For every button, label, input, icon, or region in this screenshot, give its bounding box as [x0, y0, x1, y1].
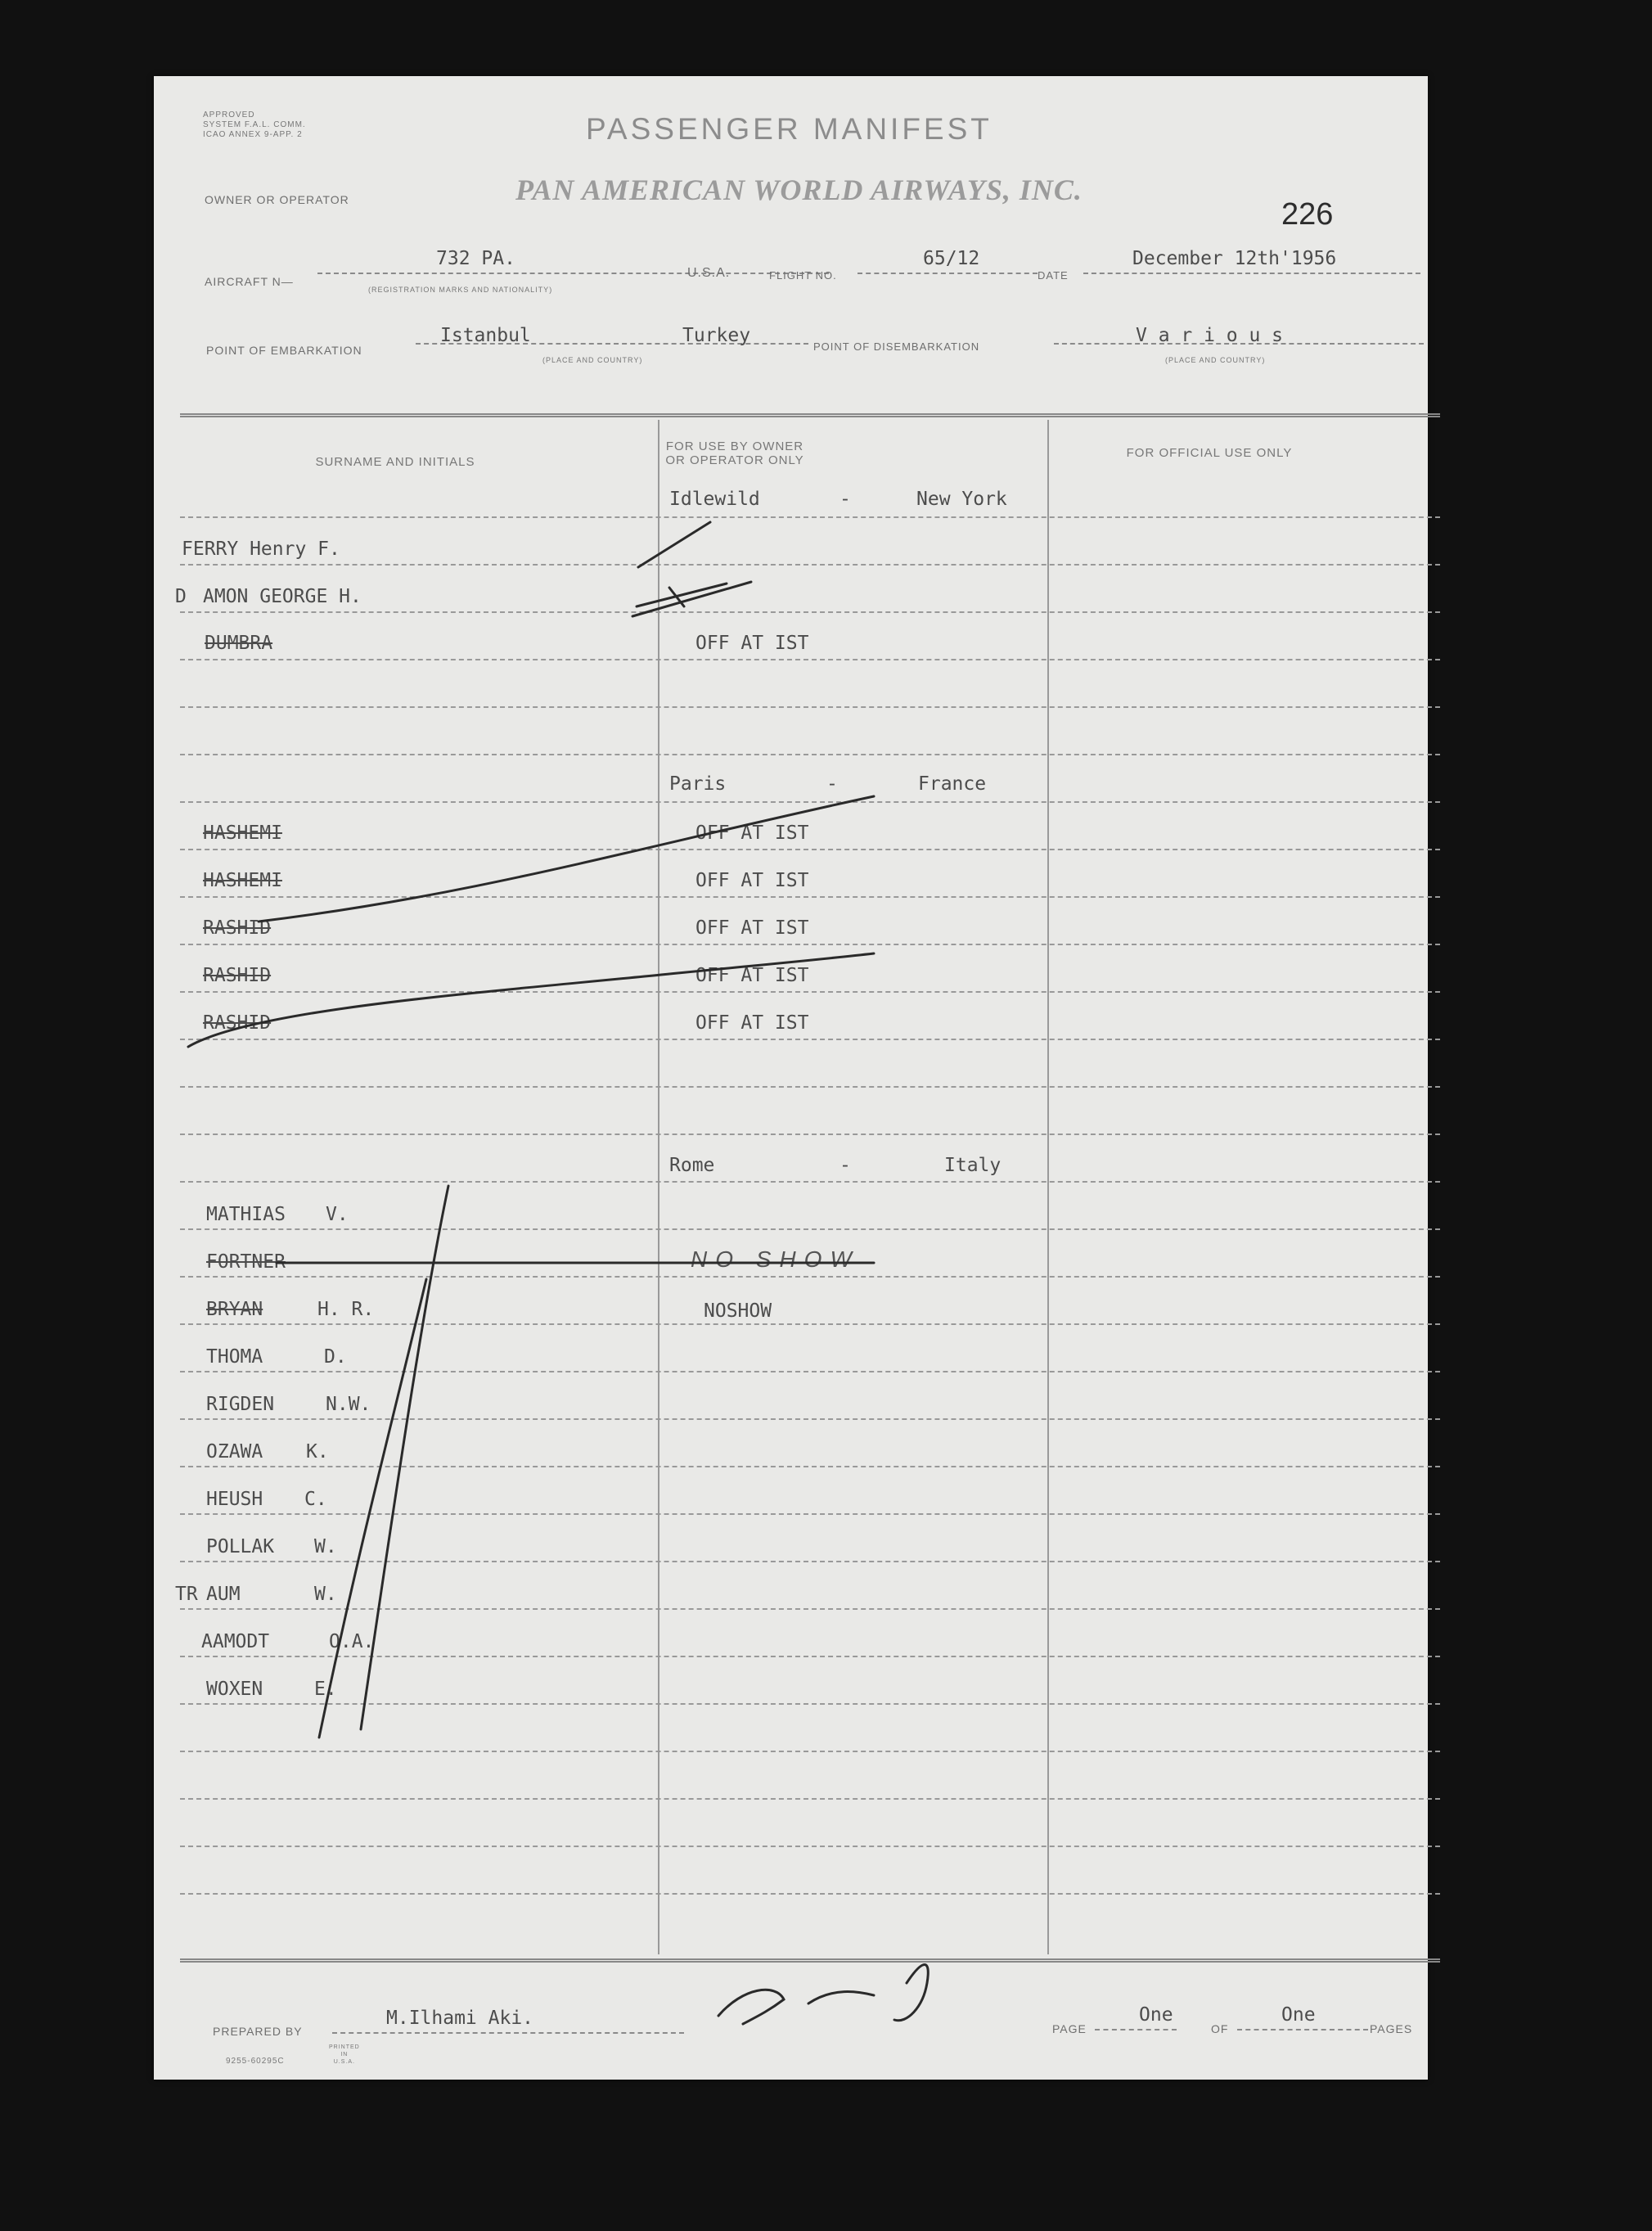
passenger-initials: K.: [306, 1441, 329, 1463]
page-number: 226: [1281, 197, 1334, 232]
passenger-name: AMON GEORGE H.: [203, 586, 362, 607]
passenger-name: WOXEN: [206, 1679, 263, 1700]
date-label: DATE: [1038, 269, 1069, 282]
passenger-note: NOSHOW: [704, 1300, 772, 1322]
passenger-initials: N.W.: [326, 1394, 371, 1415]
destination-city: Idlewild: [669, 489, 760, 510]
passenger-name: AUM: [206, 1584, 241, 1605]
col-owner-line: OR OPERATOR ONLY: [665, 453, 804, 467]
passenger-name-struck: HASHEMI: [203, 870, 282, 891]
approval-line: ICAO ANNEX 9-APP. 2: [203, 130, 303, 139]
pen-marks: [154, 76, 1428, 2080]
place-caption: (PLACE AND COUNTRY): [542, 356, 643, 364]
place-caption-2: (PLACE AND COUNTRY): [1165, 356, 1266, 364]
printed-line: U.S.A.: [333, 2059, 355, 2065]
passenger-name-struck: DUMBRA: [205, 633, 273, 654]
destination-country: New York: [916, 489, 1007, 510]
passenger-name: OZAWA: [206, 1441, 263, 1463]
passenger-name-struck: HASHEMI: [203, 823, 282, 844]
passenger-note: OFF AT IST: [695, 917, 809, 939]
passenger-initials: E.: [314, 1679, 337, 1700]
passenger-note: OFF AT IST: [695, 823, 809, 844]
passenger-name-struck: FORTNER: [206, 1251, 286, 1273]
handwritten-noshow: NO SHOW: [691, 1246, 860, 1272]
printed-line: IN: [340, 2052, 349, 2057]
approval-line: SYSTEM F.A.L. COMM.: [203, 120, 306, 129]
bracket-line: [319, 1279, 426, 1737]
passenger-initials: O.A.: [329, 1631, 375, 1652]
prepared-by-label: PREPARED BY: [213, 2025, 303, 2038]
signature-mark: [718, 1965, 928, 2025]
registration-caption: (REGISTRATION MARKS AND NATIONALITY): [368, 286, 553, 294]
passenger-name: MATHIAS: [206, 1204, 286, 1225]
passenger-initials: D.: [324, 1346, 347, 1368]
embarkation-city: Istanbul: [440, 325, 531, 346]
destination-dash: -: [840, 489, 851, 510]
col-official-header: FOR OFFICIAL USE ONLY: [1126, 446, 1293, 460]
nationality: U.S.A.: [687, 266, 731, 280]
disembarkation-label: POINT OF DISEMBARKATION: [813, 340, 980, 353]
aircraft-value: 732 PA.: [436, 248, 515, 269]
scribble-mark: [632, 582, 751, 616]
of-label: OF: [1211, 2022, 1229, 2035]
destination-city: Rome: [669, 1155, 715, 1176]
of-value: One: [1281, 2004, 1316, 2026]
strike-line: [259, 796, 874, 922]
destination-country: France: [918, 773, 987, 795]
bracket-line: [361, 1186, 448, 1729]
passenger-initials: W.: [314, 1536, 337, 1557]
passenger-initials: W.: [314, 1584, 337, 1605]
flight-no-label: FLIGHT NO.: [769, 269, 837, 282]
document-title: PASSENGER MANIFEST: [586, 112, 993, 146]
destination-dash: -: [840, 1155, 851, 1176]
col-surname-header: SURNAME AND INITIALS: [315, 455, 475, 469]
destination-country: Italy: [944, 1155, 1002, 1176]
disembarkation-value: V a r i o u s: [1136, 325, 1284, 346]
passenger-name: AAMODT: [201, 1631, 270, 1652]
destination-city: Paris: [669, 773, 727, 795]
embarkation-country: Turkey: [682, 325, 751, 346]
passenger-initials: V.: [326, 1204, 349, 1225]
passenger-name-struck: RASHID: [203, 917, 272, 939]
passenger-name: POLLAK: [206, 1536, 275, 1557]
passenger-name: FERRY Henry F.: [182, 539, 340, 560]
passenger-prefix: TR: [175, 1584, 198, 1605]
prepared-by-name: M.Ilhami Aki.: [386, 2008, 534, 2029]
passenger-note: OFF AT IST: [695, 965, 809, 986]
manifest-sheet: [154, 76, 1428, 2080]
pages-label: PAGES: [1370, 2022, 1413, 2035]
check-mark: [638, 522, 710, 567]
passenger-name-struck: RASHID: [203, 1012, 272, 1034]
strike-line: [188, 953, 874, 1047]
passenger-name: RIGDEN: [206, 1394, 275, 1415]
owner-label: OWNER OR OPERATOR: [205, 193, 349, 206]
passenger-initials: C.: [304, 1489, 327, 1510]
passenger-prefix: D: [175, 586, 187, 607]
airline-name: PAN AMERICAN WORLD AIRWAYS, INC.: [515, 174, 1083, 206]
approval-line: APPROVED: [203, 110, 255, 119]
form-number: 9255-60295C: [226, 2057, 285, 2066]
passenger-note: OFF AT IST: [695, 1012, 809, 1034]
passenger-name-struck: RASHID: [203, 965, 272, 986]
embarkation-label: POINT OF EMBARKATION: [206, 344, 362, 357]
flight-no: 65/12: [923, 248, 980, 269]
destination-dash: -: [826, 773, 838, 795]
passenger-initials: H. R.: [317, 1299, 375, 1320]
passenger-name: HEUSH: [206, 1489, 263, 1510]
aircraft-label: AIRCRAFT N—: [205, 275, 294, 288]
page-value: One: [1139, 2004, 1173, 2026]
passenger-note: OFF AT IST: [695, 870, 809, 891]
passenger-name-struck: BRYAN: [206, 1299, 263, 1320]
col-owner-line: FOR USE BY OWNER: [665, 439, 804, 453]
passenger-note: OFF AT IST: [695, 633, 809, 654]
passenger-name: THOMA: [206, 1346, 263, 1368]
printed-line: PRINTED: [329, 2044, 360, 2050]
page-label: PAGE: [1052, 2022, 1087, 2035]
flight-date: December 12th'1956: [1132, 248, 1337, 269]
